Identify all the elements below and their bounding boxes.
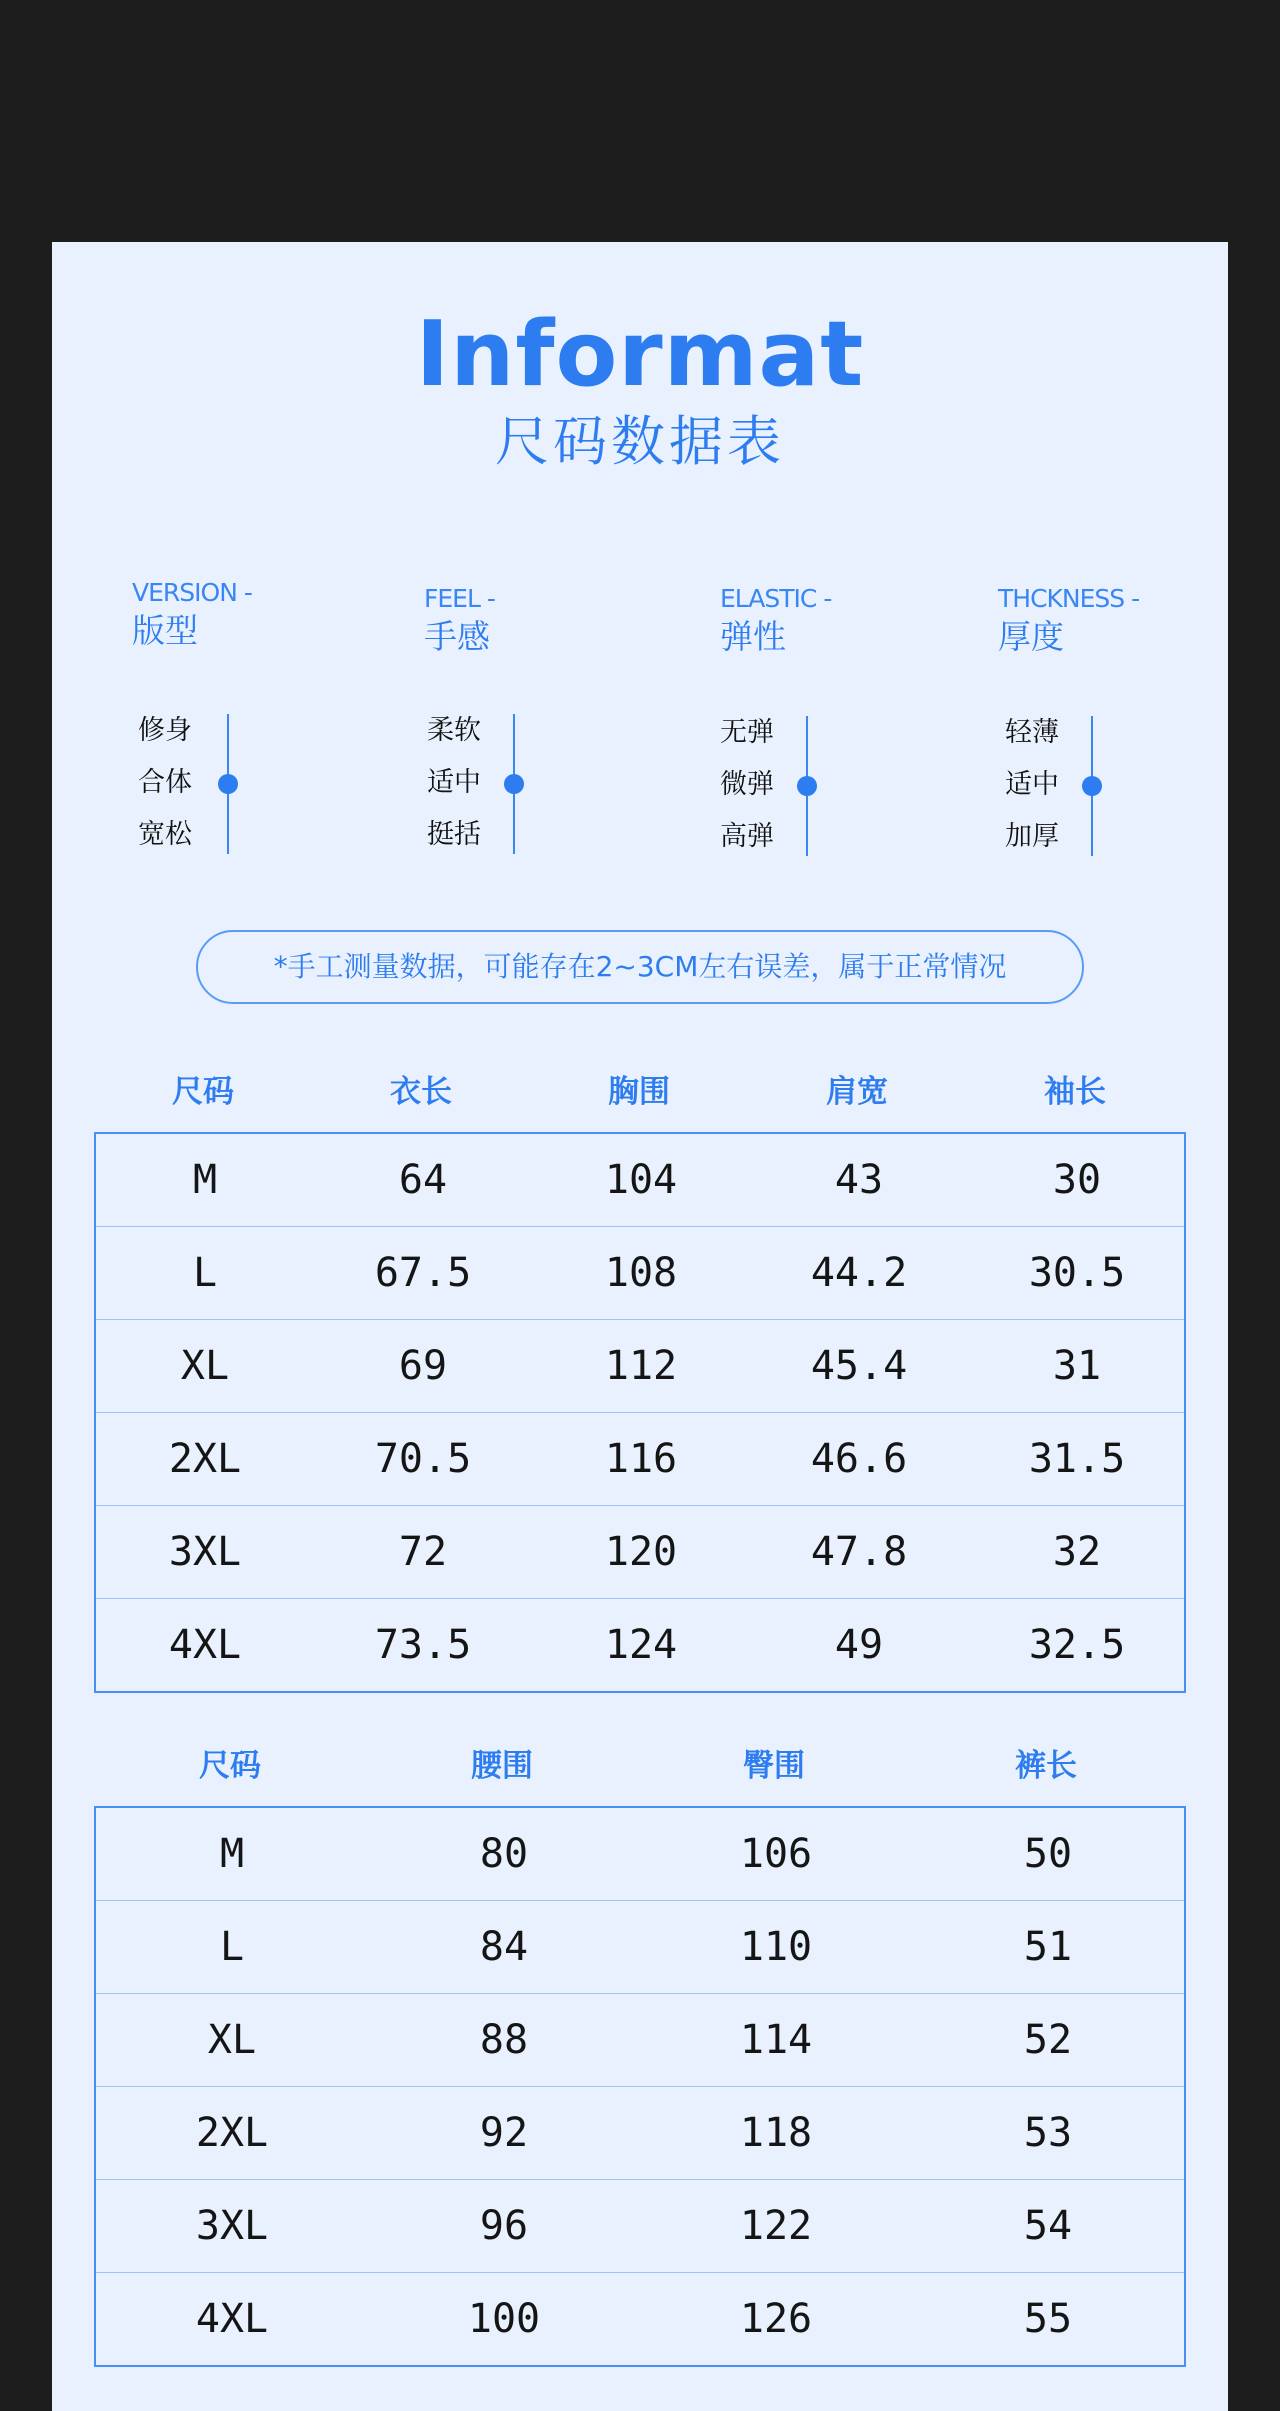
table-cell: 104 [604, 1157, 678, 1203]
table-row [96, 1808, 1184, 1901]
thickness-scale [1005, 716, 1145, 856]
table-cell: 92 [479, 2110, 529, 2156]
feel-scale [427, 714, 567, 854]
scale-indicator-dot [504, 774, 524, 794]
top-size-table [94, 1132, 1186, 1693]
table-cell: 73.5 [374, 1622, 472, 1668]
table-cell: 4XL [195, 2296, 269, 2342]
table-row [96, 1599, 1184, 1691]
table-cell: 108 [604, 1250, 678, 1296]
elastic-scale [720, 716, 860, 856]
attr-label-en: VERSION - [132, 578, 252, 607]
scale-option: 加厚 [1005, 821, 1059, 852]
pants-table-header [94, 1746, 1186, 1786]
table-cell: 30.5 [1028, 1250, 1126, 1296]
table-cell: XL [180, 1343, 230, 1389]
table-cell: L [219, 1924, 245, 1970]
column-header: 尺码 [199, 1748, 261, 1784]
scale-option: 宽松 [138, 819, 192, 850]
table-cell: 96 [479, 2203, 529, 2249]
table-cell: 44.2 [810, 1250, 908, 1296]
table-row [96, 1506, 1184, 1599]
table-cell: 100 [467, 2296, 541, 2342]
attr-label-cn: 弹性 [720, 617, 786, 656]
table-cell: 31.5 [1028, 1436, 1126, 1482]
table-row [96, 2273, 1184, 2365]
attr-label-cn: 厚度 [998, 617, 1064, 656]
table-row [96, 1994, 1184, 2087]
table-cell: 50 [1023, 1831, 1073, 1877]
table-cell: L [192, 1250, 218, 1296]
scale-option: 轻薄 [1005, 717, 1059, 748]
table-cell: 124 [604, 1622, 678, 1668]
table-cell: 70.5 [374, 1436, 472, 1482]
size-chart-panel [52, 242, 1228, 2411]
top-table-header [94, 1072, 1186, 1112]
table-cell: 120 [604, 1529, 678, 1575]
table-cell: 55 [1023, 2296, 1073, 2342]
table-cell: M [192, 1157, 218, 1203]
table-cell: 106 [739, 1831, 813, 1877]
table-cell: 52 [1023, 2017, 1073, 2063]
scale-option: 适中 [427, 767, 481, 798]
scale-indicator-dot [797, 776, 817, 796]
table-cell: 114 [739, 2017, 813, 2063]
table-cell: 118 [739, 2110, 813, 2156]
table-row [96, 2180, 1184, 2273]
page-title: Informat [415, 302, 865, 407]
scale-option: 修身 [138, 715, 192, 746]
table-cell: 88 [479, 2017, 529, 2063]
table-cell: M [219, 1831, 245, 1877]
table-row [96, 1320, 1184, 1413]
table-cell: 126 [739, 2296, 813, 2342]
column-header: 胸围 [608, 1074, 670, 1110]
table-row [96, 1227, 1184, 1320]
table-cell: 67.5 [374, 1250, 472, 1296]
table-cell: XL [207, 2017, 257, 2063]
attr-label-cn: 手感 [424, 617, 490, 656]
table-cell: 46.6 [810, 1436, 908, 1482]
column-header: 肩宽 [826, 1074, 888, 1110]
scale-option: 高弹 [720, 821, 774, 852]
attr-label-cn: 版型 [132, 611, 198, 650]
attr-label-en: THCKNESS - [998, 584, 1140, 613]
table-cell: 2XL [195, 2110, 269, 2156]
column-header: 臀围 [743, 1748, 805, 1784]
table-cell: 49 [834, 1622, 884, 1668]
table-cell: 69 [398, 1343, 448, 1389]
table-cell: 2XL [168, 1436, 242, 1482]
table-cell: 31 [1052, 1343, 1102, 1389]
scale-option: 适中 [1005, 769, 1059, 800]
table-row [96, 1134, 1184, 1227]
table-cell: 72 [398, 1529, 448, 1575]
table-cell: 30 [1052, 1157, 1102, 1203]
scale-option: 无弹 [720, 717, 774, 748]
scale-indicator-dot [218, 774, 238, 794]
table-cell: 53 [1023, 2110, 1073, 2156]
table-cell: 84 [479, 1924, 529, 1970]
measurement-note: *手工测量数据，可能存在2~3CM左右误差，属于正常情况 [196, 930, 1084, 1004]
table-cell: 122 [739, 2203, 813, 2249]
scale-option: 合体 [138, 767, 192, 798]
table-row [96, 2087, 1184, 2180]
scale-option: 挺括 [427, 819, 481, 850]
column-header: 腰围 [471, 1748, 533, 1784]
table-cell: 3XL [168, 1529, 242, 1575]
table-cell: 110 [739, 1924, 813, 1970]
table-row [96, 1901, 1184, 1994]
table-row [96, 1413, 1184, 1506]
scale-indicator-dot [1082, 776, 1102, 796]
version-scale [138, 714, 278, 854]
attr-label-en: ELASTIC - [720, 584, 832, 613]
table-cell: 32.5 [1028, 1622, 1126, 1668]
scale-option: 柔软 [427, 715, 481, 746]
table-cell: 32 [1052, 1529, 1102, 1575]
table-cell: 51 [1023, 1924, 1073, 1970]
table-cell: 80 [479, 1831, 529, 1877]
attr-elastic [720, 584, 920, 658]
table-cell: 112 [604, 1343, 678, 1389]
column-header: 衣长 [390, 1074, 452, 1110]
page-subtitle: 尺码数据表 [495, 410, 785, 473]
attr-feel [424, 584, 624, 658]
table-cell: 4XL [168, 1622, 242, 1668]
table-cell: 43 [834, 1157, 884, 1203]
pants-size-table [94, 1806, 1186, 2367]
attr-version [132, 578, 332, 652]
column-header: 裤长 [1015, 1748, 1077, 1784]
table-cell: 47.8 [810, 1529, 908, 1575]
table-cell: 3XL [195, 2203, 269, 2249]
table-cell: 45.4 [810, 1343, 908, 1389]
table-cell: 54 [1023, 2203, 1073, 2249]
column-header: 尺码 [172, 1074, 234, 1110]
attr-label-en: FEEL - [424, 584, 495, 613]
column-header: 袖长 [1044, 1074, 1106, 1110]
scale-option: 微弹 [720, 769, 774, 800]
table-cell: 116 [604, 1436, 678, 1482]
table-cell: 64 [398, 1157, 448, 1203]
attr-thickness [998, 584, 1198, 658]
